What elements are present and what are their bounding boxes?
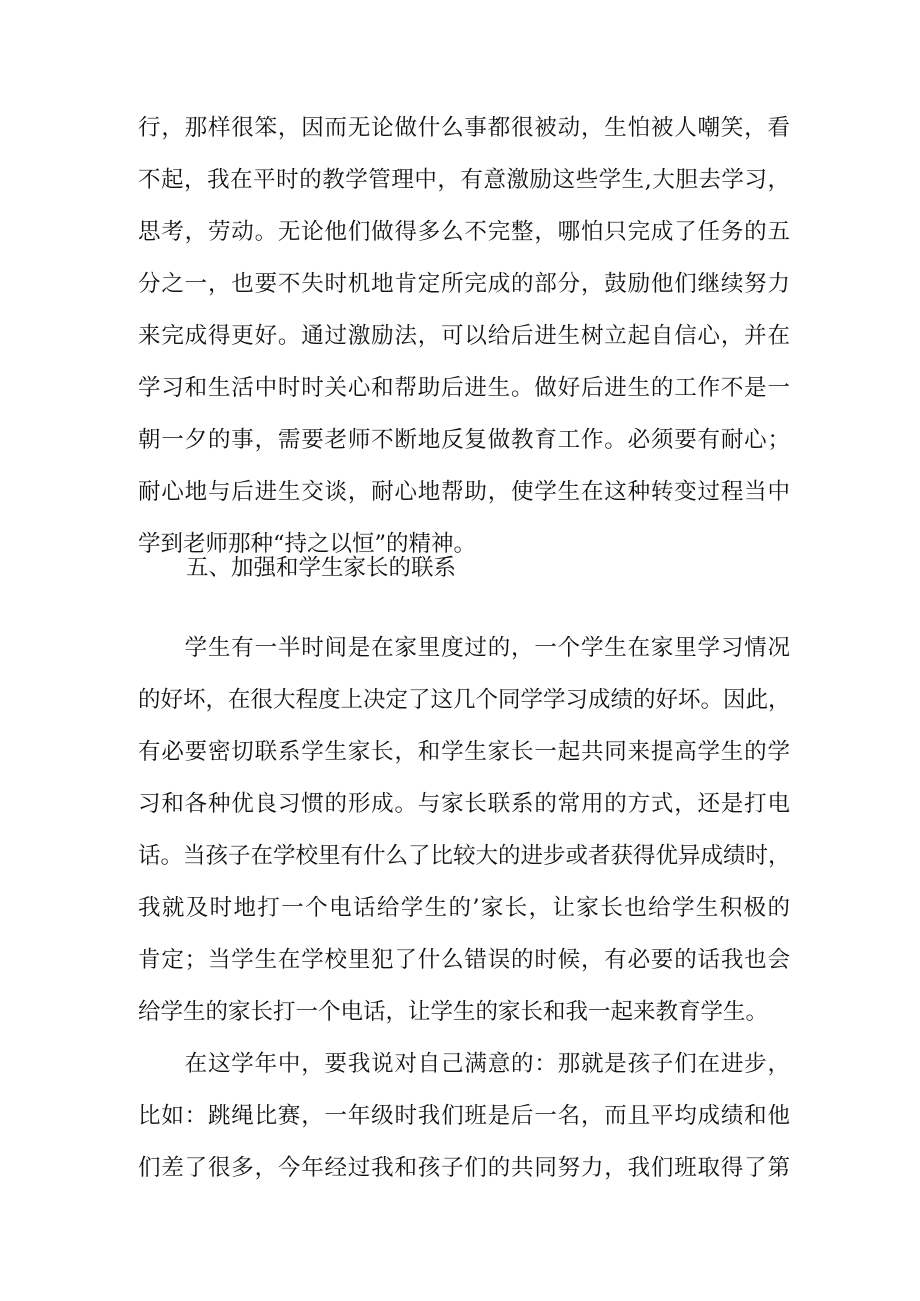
text-line: 分之一，也要不失时机地肯定所完成的部分，鼓励他们继续努力: [138, 271, 790, 297]
text-line: 不起，我在平时的教学管理中，有意激励这些学生,大胆去学习，: [138, 167, 790, 193]
text-line: 我就及时地打一个电话给学生的’家长，让家长也给学生积极的: [138, 895, 790, 921]
text-line: 在这学年中，要我说对自己满意的：那就是孩子们在进步，: [138, 1051, 790, 1077]
text-line: 来完成得更好。通过激励法，可以给后进生树立起自信心，并在: [138, 323, 790, 349]
text-line: 给学生的家长打一个电话，让学生的家长和我一起来教育学生。: [138, 999, 769, 1025]
paragraph-encouragement: [138, 102, 790, 570]
text-line: 肯定；当学生在学校里犯了什么错误的时候，有必要的话我也会: [138, 947, 790, 973]
text-line: 学生有一半时间是在家里度过的，一个学生在家里学习情况: [138, 635, 790, 661]
text-line: 朝一夕的事，需要老师不断地反复做教育工作。必须要有耐心；: [138, 427, 790, 453]
section-heading: 五、加强和学生家长的联系: [186, 555, 457, 581]
text-line: 行，那样很笨，因而无论做什么事都很被动，生怕被人嘲笑，看: [138, 115, 790, 141]
text-line: 比如：跳绳比赛，一年级时我们班是后一名，而且平均成绩和他: [138, 1103, 790, 1129]
text-line: 耐心地与后进生交谈，耐心地帮助，使学生在这种转变过程当中: [138, 479, 790, 505]
text-line: 思考，劳动。无论他们做得多么不完整，哪怕只完成了任务的五: [138, 219, 790, 245]
paragraph-parent-contact: [138, 622, 790, 1038]
text-line: 学到老师那种“持之以恒”的精神。: [138, 531, 477, 557]
text-line: 习和各种优良习惯的形成。与家长联系的常用的方式，还是打电: [138, 791, 790, 817]
text-line: 们差了很多，今年经过我和孩子们的共同努力，我们班取得了第: [138, 1155, 790, 1181]
text-line: 话。当孩子在学校里有什么了比较大的进步或者获得优异成绩时，: [138, 843, 791, 869]
text-line: 学习和生活中时时关心和帮助后进生。做好后进生的工作不是一: [138, 375, 790, 401]
text-line: 有必要密切联系学生家长，和学生家长一起共同来提高学生的学: [138, 739, 790, 765]
text-line: 的好坏，在很大程度上决定了这几个同学学习成绩的好坏。因此，: [138, 687, 791, 713]
paragraph-year-review: [138, 1038, 790, 1194]
